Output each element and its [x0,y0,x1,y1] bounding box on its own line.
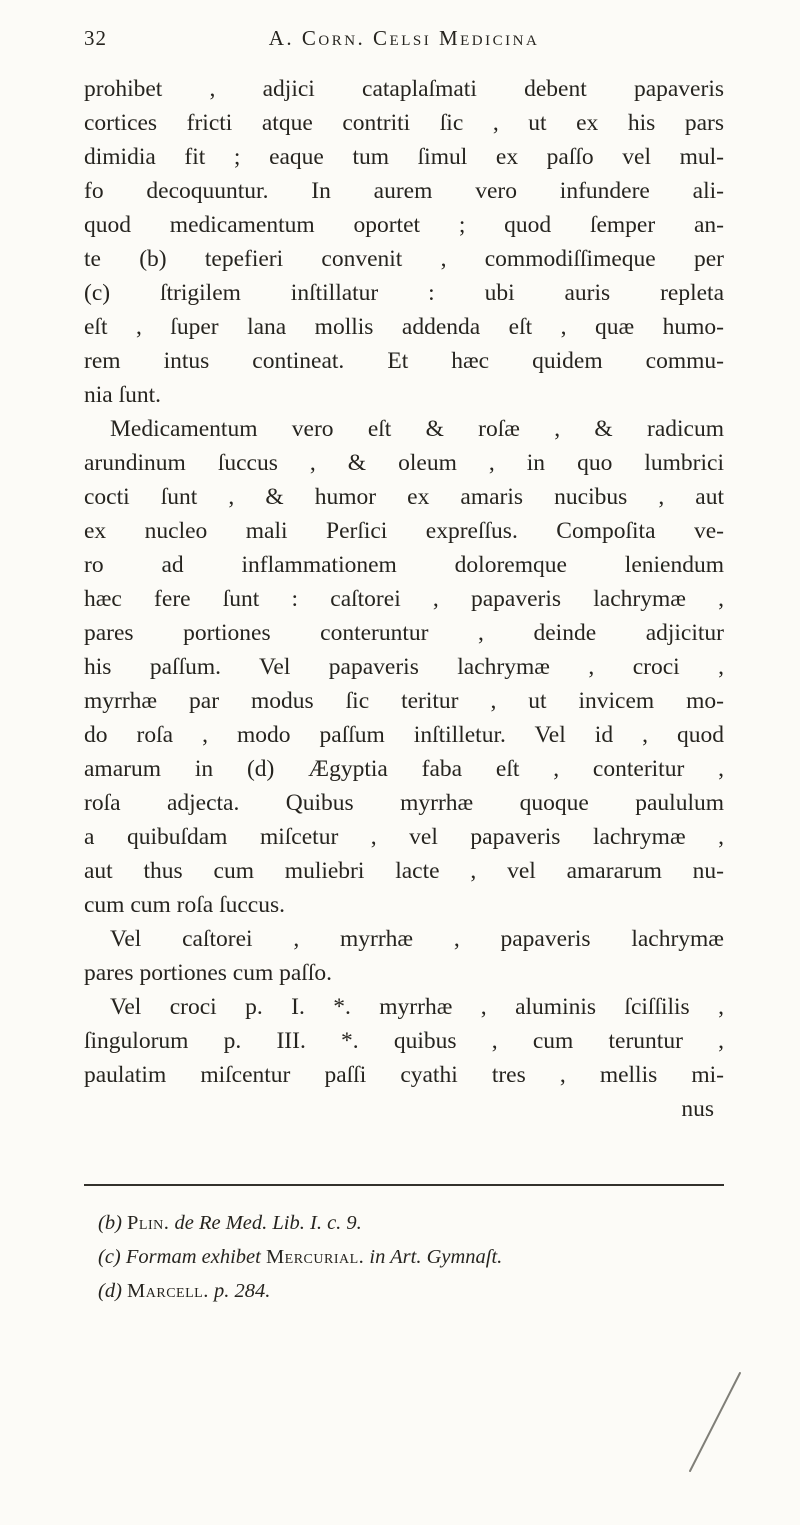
text-line: prohibet , adjici cataplaſmati debent papaveris [84,76,724,102]
footnote-text: p. 284. [213,1280,271,1302]
text-line: do roſa , modo paſſum inſtilletur. Vel id , quod [84,722,724,748]
catchword: nus [681,1096,714,1122]
footnote-line [98,1240,724,1274]
text-line: a quibuſdam miſcetur , vel papaveris lachrymæ , [84,824,724,850]
body-text [84,72,724,1126]
text-line: amarum in (d) Ægyptia faba eſt , conteritur , [84,756,724,782]
text-block [84,24,724,1308]
page-header [84,24,724,58]
running-title: A. Corn. Celsi Medicina [268,26,540,50]
text-line: pares portiones cum paſſo. [84,960,332,986]
footnote-line [98,1206,724,1240]
text-line: Vel croci p. I. *. myrrhæ , aluminis ſciſſilis , [110,994,724,1020]
footnote-text: in Art. Gymnaſt. [369,1246,503,1268]
text-line: cortices fricti atque contriti ſic , ut ex his pars [84,110,724,136]
footnote-author: Marcell. [127,1280,209,1302]
text-line: ex nucleo mali Perſici expreſſus. Compoſita ve- [84,518,724,544]
text-line: hæc fere ſunt : caſtorei , papaveris lachrymæ , [84,586,724,612]
text-line: quod medicamentum oportet ; quod ſemper an- [84,212,724,238]
paragraph [84,72,724,412]
text-line: pares portiones conteruntur , deinde adjicitur [84,620,724,646]
catchword-line [84,1092,724,1126]
text-line: cum cum roſa ſuccus. [84,892,285,918]
text-line: fo decoquuntur. In aurem vero infundere ali- [84,178,724,204]
text-line: Vel caſtorei , myrrhæ , papaveris lachrymæ [110,926,724,952]
paragraph [84,990,724,1092]
text-line: myrrhæ par modus ſic teritur , ut invicem mo- [84,688,724,714]
footnotes [84,1206,724,1308]
paragraph [84,412,724,922]
text-line: ro ad inflammationem doloremque leniendum [84,552,724,578]
footnote-marker: (d) [98,1280,122,1302]
footnote-marker: (b) [98,1212,122,1234]
paragraph [84,922,724,990]
text-line: paulatim miſcentur paſſi cyathi tres , mellis mi- [84,1062,724,1088]
text-line: arundinum ſuccus , & oleum , in quo lumbrici [84,450,724,476]
text-line: te (b) tepefieri convenit , commodiſſimeque per [84,246,724,272]
footnote-line [98,1274,724,1308]
scan-crease-mark [689,1372,742,1473]
footnote-marker: (c) [98,1246,121,1268]
text-line: roſa adjecta. Quibus myrrhæ quoque paululum [84,790,724,816]
text-line: ſingulorum p. III. *. quibus , cum teruntur , [84,1028,724,1054]
text-line: nia ſunt. [84,382,162,408]
footnote-author: Plin. [127,1212,170,1234]
text-line: aut thus cum muliebri lacte , vel amararum nu- [84,858,724,884]
text-line: his paſſum. Vel papaveris lachrymæ , croci , [84,654,724,680]
footnote-author: Mercurial. [265,1246,365,1268]
footnote-lead: Formam exhibet [125,1246,261,1268]
text-line: (c) ſtrigilem inſtillatur : ubi auris repleta [84,280,724,306]
page-number: 32 [84,26,107,50]
text-line: Medicamentum vero eſt & roſæ , & radicum [110,416,724,442]
text-line: dimidia fit ; eaque tum ſimul ex paſſo vel mul- [84,144,724,170]
text-line: eſt , ſuper lana mollis addenda eſt , quæ humo- [84,314,724,340]
text-line: cocti ſunt , & humor ex amaris nucibus , aut [84,484,724,510]
footnote-text: de Re Med. Lib. I. c. 9. [174,1212,362,1234]
footnote-rule [84,1184,724,1186]
text-line: rem intus contineat. Et hæc quidem commu- [84,348,724,374]
